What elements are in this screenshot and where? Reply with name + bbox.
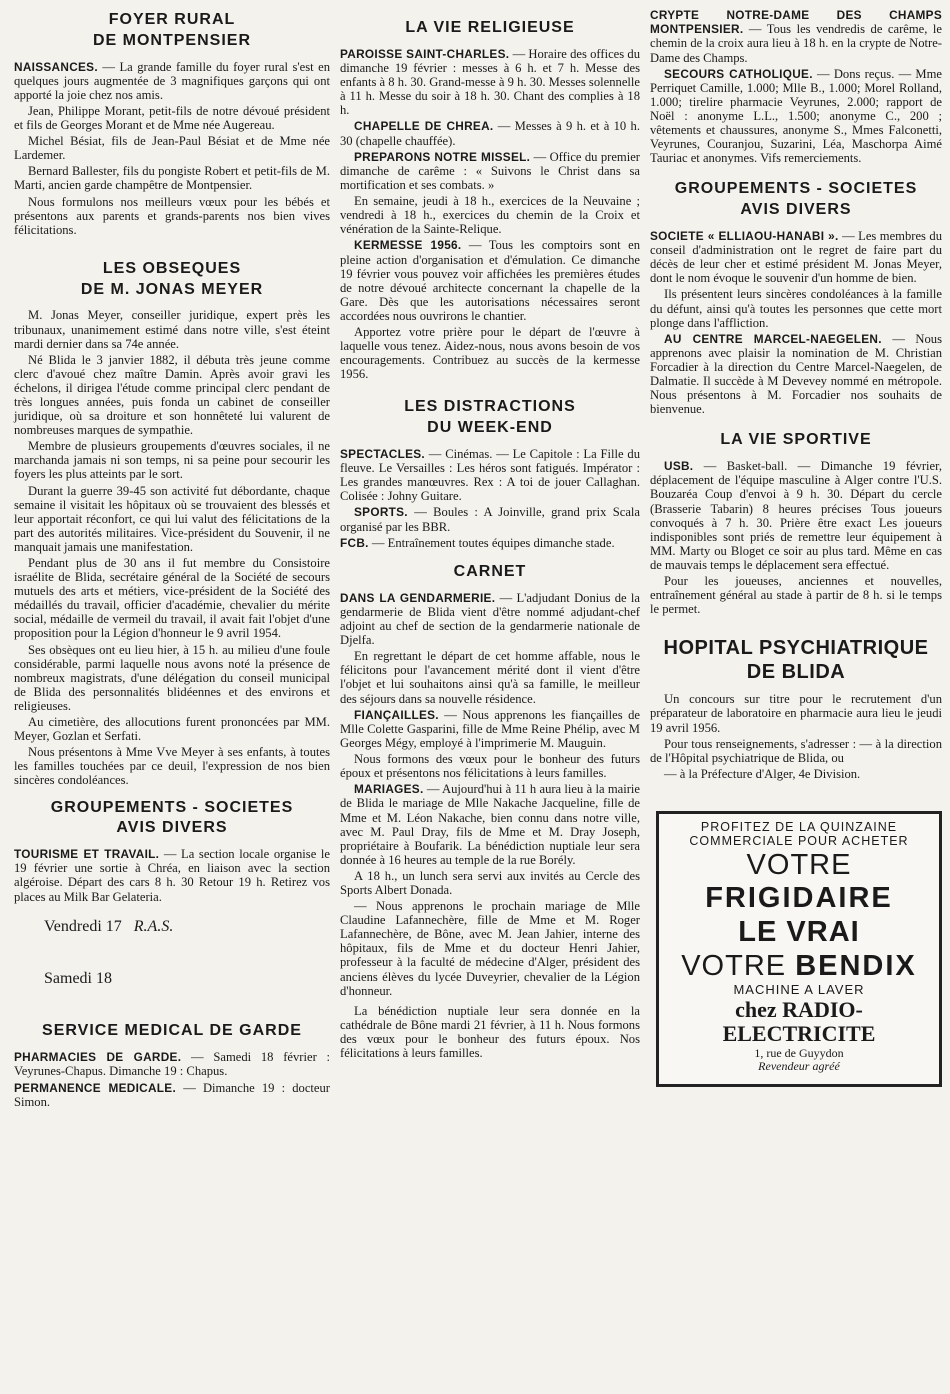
obseques-p3: Membre de plusieurs groupements d'œuvres sociales, il ne marchanda jamais ni son temps, ni sa peine pour secourir les foyers les plus atteints par le sort.	[14, 439, 330, 482]
mariages-text: — Aujourd'hui à 11 h aura lieu à la mairie de Blida le mariage de Mlle Nakache Jacqueline, fille de Mme et M. Léon Nakache, bien connu dans notre ville, avec M. Paul Dray, fils de Mme et M. Dray Joseph, propriétaire à Boufarik. La bénédiction nuptiale leur sera donnée à 16 heures au temple de la rue Borély.	[340, 782, 640, 867]
fcb-lead: FCB.	[340, 535, 369, 550]
ad-address: 1, rue de Guyydon	[754, 1045, 844, 1060]
fiancailles-lead: FIANÇAILLES.	[354, 707, 439, 722]
obseques-p8: Nous présentons à Mme Vve Meyer à ses enfants, à toutes les familles touchées par ce deuil, l'expression de nos bien sincères condoléances.	[14, 745, 330, 788]
spectacles-paragraph	[340, 447, 640, 503]
tourisme-text: — La section locale organise le 19 février une sortie à Chréa, en liaison avec la section algéroise. Départ des cars 8 h. 30 Retour 19 h. Retirez vos places au Milk Bar Gelateria.	[14, 847, 330, 904]
birth-1: Jean, Philippe Morant, petit-fils de notre dévoué président et fils de Georges Morant et de Mme née Augereau.	[14, 103, 330, 133]
chrea-paragraph	[340, 119, 640, 147]
usb-lead: USB.	[664, 459, 694, 474]
naissances-paragraph	[14, 60, 330, 102]
ad-frigidaire: FRIGIDAIRE	[705, 882, 893, 915]
usb-text: — Basket-ball. — Dimanche 19 février, déplacement de l'équipe masculine à Alger contre l'U.S. Bouzaréa Coup d'envoi à 9 h. 30. Départ du cercle (Brasserie Tabarin) 8 heures précises Tous joueurs convoqués à 7 h. 30. Prière être exact Les joueurs indisponibles sont priés de remettre leur équipement à MM. Marty ou Bloget ce soir au plus tard. Même en cas de mauvais temps le déplacement sera effectué.	[650, 459, 942, 572]
permanence-paragraph	[14, 1081, 330, 1109]
tourisme-paragraph	[14, 847, 330, 903]
chrea-lead: CHAPELLE DE CHREA.	[354, 119, 494, 134]
hopital-p3: — à la Préfecture d'Alger, 4e Division.	[664, 766, 861, 781]
kermesse-paragraph	[340, 238, 640, 323]
elliaou-paragraph	[650, 229, 942, 285]
mariages-p2: A 18 h., un lunch sera servi aux invités au Cercle des Sports Albert Donada.	[340, 868, 640, 897]
sports-text: — Boules : A Joinville, grand prix Scala organisé par les BBR.	[340, 505, 640, 534]
obseques-p6: Ses obsèques ont eu lieu hier, à 15 h. au milieu d'une foule considérable, parmi laquelle nous avons noté la présence de nombreux magistrats, d'une délégation du conseil municipal de Blida des personnalités blidéennes et des environs et religieuses.	[14, 642, 330, 713]
ad-revendeur: Revendeur agréé	[758, 1059, 840, 1074]
groupements-heading-1: GROUPEMENTS - SOCIETES AVIS DIVERS	[50, 798, 294, 837]
obseques-p1: M. Jonas Meyer, conseiller juridique, expert près les tribunaux, unanimement estimé dans notre ville, s'est éteint mardi dernier dans sa 74e année.	[14, 308, 330, 351]
hopital-p2: Pour tous renseignements, s'adresser : — à la direction de l'Hôpital psychiatrique de Blida, ou	[650, 736, 942, 765]
neuvaine-paragraph: En semaine, jeudi à 18 h., exercices de la Neuvaine ; vendredi à 18 h., exercices du chemin de la Croix et vénération de la Sainte-Relique.	[340, 194, 640, 237]
ad-machine-a-laver: MACHINE A LAVER	[733, 982, 865, 998]
elliaou-p2: Ils présentent leurs sincères condoléances à la famille du défunt, ainsi qu'à toutes les personnes que cette mort plonge dans l'affliction.	[650, 287, 942, 330]
kermesse-lead: KERMESSE 1956.	[354, 238, 462, 253]
sports-paragraph	[340, 505, 640, 533]
service-medical-heading: SERVICE MEDICAL DE GARDE	[42, 1022, 302, 1040]
obseques-p5: Pendant plus de 30 ans il fut membre du Consistoire israélite de Blida, secrétaire général de la Société de secours mutuels des arts et métiers, vice-président de la Société des médaillés du travail, officier d'académie, chevalier du mérite social, médaille de vermeil du travail, il avait fait l'objet d'une proposition pour la Légion d'honneur le 9 avril 1954.	[14, 556, 330, 641]
hopital-heading: HOPITAL PSYCHIATRIQUE DE BLIDA	[663, 637, 929, 684]
permanence-lead: PERMANENCE MEDICALE.	[14, 1080, 177, 1095]
ad-line-3	[663, 849, 935, 916]
missel-paragraph	[340, 150, 640, 192]
missel-lead: PREPARONS NOTRE MISSEL.	[354, 149, 531, 164]
birth-3: Bernard Ballester, fils du pongiste Robert et petit-fils de M. Marti, ancien garde champêtre de Montpensier.	[14, 164, 330, 193]
gendarmerie-paragraph	[340, 591, 640, 647]
fiancailles-paragraph	[340, 708, 640, 750]
saint-charles-lead: PAROISSE SAINT-CHARLES.	[340, 46, 510, 61]
fiancailles-text: — Nous apprenons les fiançailles de Mlle Colette Gasparini, fille de Mme Reine Phélip, avec M Georges Mégy, employé à l'imprimerie M. Mauguin.	[340, 707, 640, 750]
carnet-heading: CARNET	[453, 562, 527, 580]
crypte-paragraph	[650, 8, 942, 65]
naegelen-text: — Nous apprenons avec plaisir la nomination de M. Christian Forcadier à la direction du Centre Marcel-Naegelen, de Dalmatie. Il succède à M Devevey nommé en métropole. Nous présentons à M. Forcadier nos souhaits de bienvenue.	[650, 331, 942, 417]
elliaou-lead: SOCIETE « ELLIAOU-HANABI ».	[650, 228, 839, 243]
secours-paragraph	[650, 67, 942, 166]
naegelen-lead: AU CENTRE MARCEL-NAEGELEN.	[664, 331, 882, 346]
distractions-heading: LES DISTRACTIONS DU WEEK-END	[404, 398, 576, 437]
mariages-p4: La bénédiction nuptiale leur sera donnée en la cathédrale de Bône mardi 21 février, à 11 h. Nous formons des vœux pour le bonheur des futurs époux. Nos félicitations à leurs familles.	[340, 1003, 640, 1060]
kermesse-appeal: Apportez votre prière pour le départ de l'œuvre à laquelle vous tenez. Aidez-nous, nous avons besoin de vos encouragements. Contribuez au succès de la kermesse 1956.	[340, 325, 640, 382]
vie-religieuse-heading: LA VIE RELIGIEUSE	[405, 19, 575, 36]
ad-line-1: PROFITEZ DE LA QUINZAINE	[700, 819, 898, 834]
ad-votre-1: VOTRE	[746, 848, 852, 881]
sports-lead: SPORTS.	[354, 505, 408, 520]
gendarmerie-p2: En regrettant le départ de cet homme affable, nous le félicitons pour l'avancement mérité dont il vient d'être l'objet et lui souhaitons ainsi qu'à sa famille, le meilleur des séjours dans sa nouvelle résidence.	[340, 649, 640, 706]
crypte-text: — Tous les vendredis de carême, le chemin de la croix aura lieu à 18 h. en la crypte de Notre-Dame des Champs.	[650, 22, 942, 65]
naissances-text: — La grande famille du foyer rural s'est en quelques jours augmentée de 3 magnifiques garçons qui ont apporté la joie chez nos amis.	[14, 59, 330, 102]
ad-radio-electricite: RADIO-ELECTRICITE	[722, 996, 876, 1047]
usb-p2: Pour les joueuses, anciennes et nouvelles, entraînement général au stade à partir de 8 h. si le temps le permet.	[650, 574, 942, 617]
frigidaire-advertisement	[656, 811, 942, 1087]
hopital-p1: Un concours sur titre pour le recrutement d'un préparateur de laboratoire en pharmacie aura lieu le jeudi 19 avril 1956.	[650, 692, 942, 735]
pharmacies-text: — Samedi 18 février : Veyrunes-Chapus. Dimanche 19 : Chapus.	[14, 1050, 330, 1079]
ras-note: R.A.S.	[133, 917, 174, 935]
birth-wishes: Nous formulons nos meilleurs vœux pour les bébés et présentons aux parents et grands-parents nos bien vives félicitations.	[14, 194, 330, 237]
saint-charles-text: — Horaire des offices du dimanche 19 février : messes à 6 h. et 7 h. Messe des enfants à 8 h. 30. Grand-messe à 9 h. 30. Messes solennelle à 11 h. Messe du soir à 18 h. 30. Chant des complies à 18 h.	[340, 46, 640, 118]
secours-lead: SECOURS CATHOLIQUE.	[664, 66, 813, 81]
foyer-rural-heading: FOYER RURAL DE MONTPENSIER	[92, 11, 251, 49]
column-2	[340, 8, 640, 1062]
spectacles-text: — Cinémas. — Le Capitole : La Fille du fleuve. Le Versailles : Les héros sont fatigués. Impérator : Les grandes manœuvres. Rex : A toi de jouer Callaghan. Colisée : Johny Guitare.	[340, 446, 640, 504]
ad-line-5	[663, 950, 935, 984]
ad-bendix: BENDIX	[795, 949, 917, 982]
ad-le-vrai: LE VRAI	[738, 915, 860, 948]
fcb-paragraph	[340, 536, 640, 550]
saint-charles-paragraph	[340, 47, 640, 118]
naegelen-paragraph	[650, 332, 942, 417]
handwritten-notes	[44, 918, 330, 988]
vendredi-line: Vendredi 17	[44, 917, 122, 935]
tourisme-lead: TOURISME ET TRAVAIL.	[14, 847, 160, 862]
ad-votre-2: VOTRE	[681, 949, 796, 982]
obseques-p4: Durant la guerre 39-45 son activité fut débordante, chaque semaine il visitait les hôpitaux où se trouvaient des blessés et leur apportait réconfort, ce qui lui valut des félicitations de la part des autorités militaires. Vice-président du Souvenir, il ne manquait jamais une manifestation.	[14, 483, 330, 554]
groupements-heading-2: GROUPEMENTS - SOCIETES AVIS DIVERS	[674, 180, 918, 219]
permanence-text: — Dimanche 19 : docteur Simon.	[14, 1080, 330, 1109]
usb-paragraph	[650, 459, 942, 572]
chrea-text: — Messes à 9 h. et à 10 h. 30 (chapelle chauffée).	[340, 119, 640, 148]
obseques-p7: Au cimetière, des allocutions furent prononcées par MM. Meyer, Gozlan et Serfati.	[14, 715, 330, 744]
ad-chez: chez	[735, 996, 783, 1022]
fcb-text: — Entraînement toutes équipes dimanche stade.	[368, 535, 615, 550]
fiancailles-p2: Nous formons des vœux pour le bonheur des futurs époux et présentons nos félicitations à leurs familles.	[340, 752, 640, 781]
samedi-line: Samedi 18	[44, 969, 112, 987]
ad-line-7	[663, 998, 935, 1047]
pharmacies-lead: PHARMACIES DE GARDE.	[14, 1050, 182, 1065]
vie-sportive-heading: LA VIE SPORTIVE	[720, 431, 872, 449]
spectacles-lead: SPECTACLES.	[340, 446, 426, 461]
naissances-lead: NAISSANCES.	[14, 59, 98, 74]
column-1	[14, 8, 330, 1111]
birth-2: Michel Bésiat, fils de Jean-Paul Bésiat et de Mme née Lardemer.	[14, 134, 330, 163]
obseques-p2: Né Blida le 3 janvier 1882, il débuta très jeune comme clerc d'avoué chez maître Damin. Après avoir gravi les échelons, il dirigea l'étude comme principal clerc pendant de très longues années, puis fonda un cabinet de conseiller juridique, où sa droiture et son honnêteté lui valurent de nombreuses marques de sympathie.	[14, 352, 330, 438]
elliaou-text: — Les membres du conseil d'administration ont le regret de faire part du décès de leur cher et estimé président M. Jonas Meyer, dont le nom évoque le souvenir d'un homme de bien.	[650, 228, 942, 286]
missel-text: — Office du premier dimanche de carême : « Suivons le Christ dans sa mortification et ses combats. »	[340, 149, 640, 192]
pharmacies-paragraph	[14, 1050, 330, 1078]
gendarmerie-text: — L'adjudant Donius de la gendarmerie de Blida vient d'être nommé adjudant-chef adjoint au chef de section de la gendarmerie nationale de Djelfa.	[340, 590, 640, 648]
secours-text: — Dons reçus. — Mme Perriquet Camille, 1.000; Mlle B., 1.000; Morel Rolland, 1.000; tirelire pharmacie Veyrunes, 2.000; rapport de Noël : anonyme L.L., 1.500; anonyme C., 200 ; vêtements et chaussures, anonyme S., Mmes Falconetti, Veyrunes, Couranjou, Suzarini, Léa, Maschorpa Aimé Tauriac et anonymes. Vifs remerciements.	[650, 66, 942, 166]
ad-line-2: COMMERCIALE POUR ACHETER	[689, 834, 909, 849]
mariages-p3: — Nous apprenons le prochain mariage de Mlle Claudine Lafannechère, fille de Mme et M. Roger Lafannechère, de Bône, avec M. Jean Jahier, interne des hôpitaux, fils de Mme et du docteur Henri Jahier, professeur à la faculté de médecine d'Alger, président des anciens élèves du lycée Duveyrier, chevalier de la Légion d'honneur.	[340, 899, 640, 998]
kermesse-text: — Tous les comptoirs sont en pleine action d'organisation et d'émulation. Ce dimanche 19 février vous pouvez voir affichées les premières études de notre dévoué architecte concernant la chapelle de la Gare. Dès que les autorisations nécessaires seront accordées nous ouvrirons le chantier.	[340, 238, 640, 323]
crypte-lead: CRYPTE NOTRE-DAME DES CHAMPS MONTPENSIER.	[650, 8, 942, 37]
obseques-heading: LES OBSEQUES DE M. JONAS MEYER	[80, 259, 264, 298]
mariages-paragraph	[340, 782, 640, 867]
column-3	[650, 8, 942, 1087]
mariages-lead: MARIAGES.	[354, 782, 424, 797]
gendarmerie-lead: DANS LA GENDARMERIE.	[340, 590, 496, 605]
